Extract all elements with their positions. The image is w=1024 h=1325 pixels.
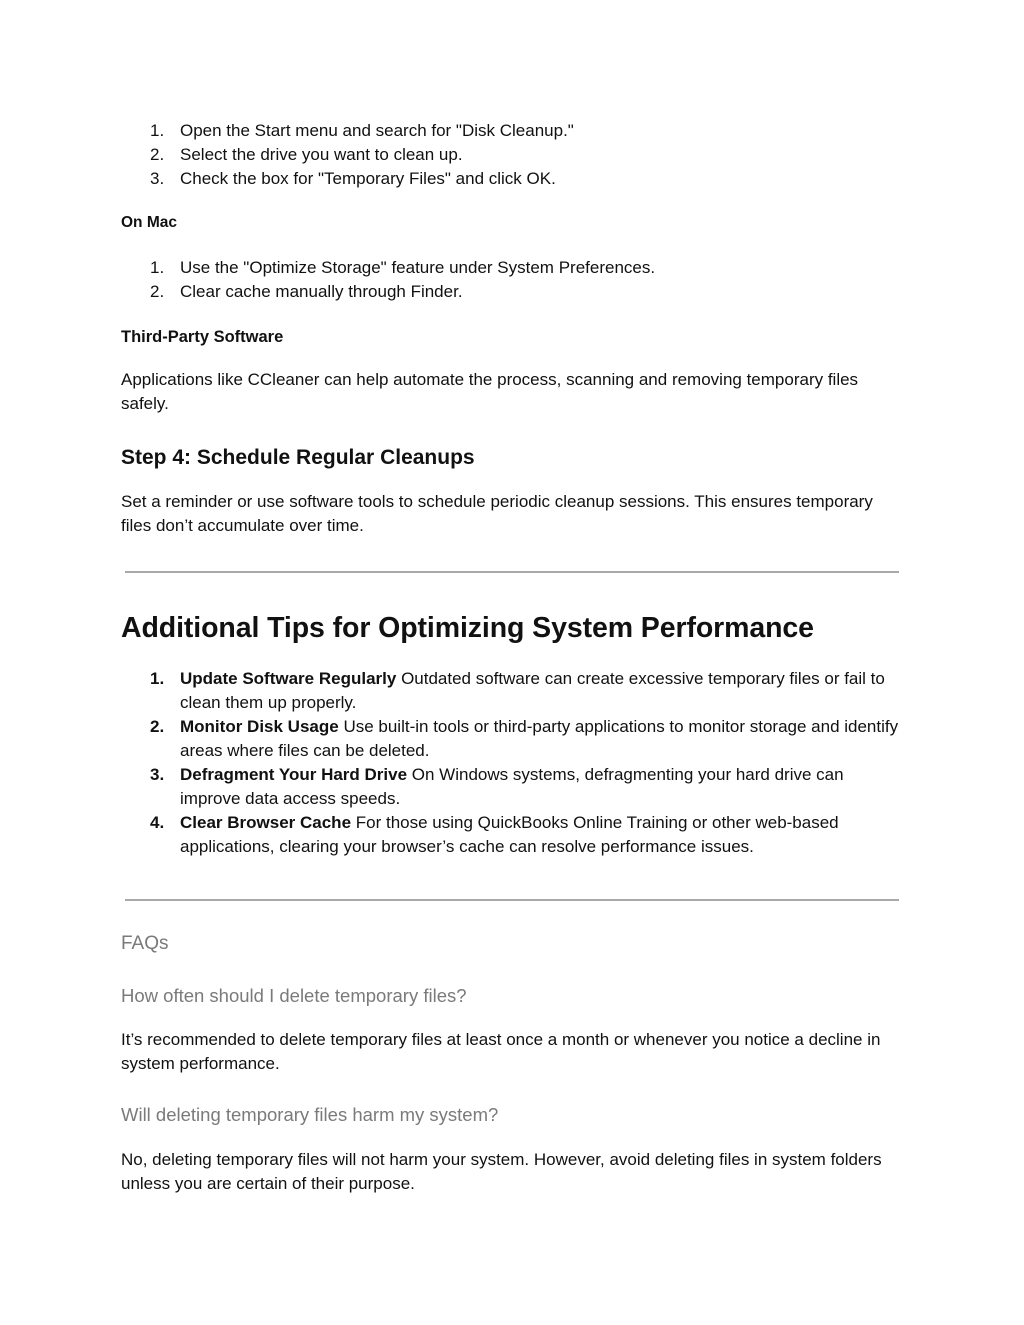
- faq-answer: No, deleting temporary files will not harm your system. However, avoid deleting files in system folders unless you are certain of their purpose.: [121, 1150, 882, 1193]
- list-item-text: Check the box for "Temporary Files" and click OK.: [180, 169, 556, 188]
- tip-title: Clear Browser Cache: [180, 813, 352, 832]
- list-item: [121, 811, 901, 859]
- list-item: [121, 119, 901, 143]
- tip-title: Defragment Your Hard Drive: [180, 765, 408, 784]
- list-item-text: Open the Start menu and search for "Disk Cleanup.": [180, 121, 574, 140]
- divider: [125, 571, 899, 573]
- list-number: 1.: [150, 258, 165, 277]
- tip-text: Use built-in tools or third-party applications to monitor storage and identify areas where files can be deleted.: [180, 717, 899, 760]
- tip-text: On Windows systems, defragmenting your hard drive can improve data access speeds.: [180, 765, 844, 808]
- faq-answer: It’s recommended to delete temporary files at least once a month or whenever you notice a decline in system performance.: [121, 1030, 881, 1073]
- mac-heading: On Mac: [121, 214, 177, 231]
- faq-question: Will deleting temporary files harm my system?: [121, 1104, 499, 1125]
- list-number: 2.: [150, 717, 165, 736]
- divider: [125, 899, 899, 901]
- tips-heading: Additional Tips for Optimizing System Performance: [121, 612, 814, 644]
- faqs-heading: FAQs: [121, 933, 169, 954]
- faq-question: How often should I delete temporary files?: [121, 985, 467, 1006]
- tip-text: For those using QuickBooks Online Training or other web-based applications, clearing your browser’s cache can resolve performance issues.: [180, 813, 839, 856]
- windows-steps-list: [121, 119, 901, 191]
- list-item-text: Use the "Optimize Storage" feature under System Preferences.: [180, 258, 656, 277]
- list-item-text: Select the drive you want to clean up.: [180, 145, 463, 164]
- list-number: 4.: [150, 813, 165, 832]
- tip-title: Monitor Disk Usage: [180, 717, 339, 736]
- tip-title: Update Software Regularly: [180, 669, 397, 688]
- tips-list: [121, 667, 901, 859]
- list-item: [121, 143, 901, 167]
- list-item: [121, 715, 901, 763]
- step4-paragraph: Set a reminder or use software tools to schedule periodic cleanup sessions. This ensures temporary files don’t accumulate over time.: [121, 492, 873, 535]
- list-item: [121, 256, 901, 280]
- list-number: 1.: [150, 121, 165, 140]
- mac-steps-list: [121, 256, 901, 304]
- list-number: 2.: [150, 145, 165, 164]
- list-number: 2.: [150, 282, 165, 301]
- list-number: 3.: [150, 765, 165, 784]
- third-party-paragraph: Applications like CCleaner can help automate the process, scanning and removing temporary files safely.: [121, 370, 859, 413]
- list-item: [121, 667, 901, 715]
- list-number: 1.: [150, 669, 165, 688]
- list-item-text: Clear cache manually through Finder.: [180, 282, 463, 301]
- list-item: [121, 763, 901, 811]
- tip-text: Outdated software can create excessive temporary files or fail to clean them up properly.: [180, 669, 885, 712]
- list-number: 3.: [150, 169, 165, 188]
- step4-heading: Step 4: Schedule Regular Cleanups: [121, 446, 475, 469]
- list-item: [121, 280, 901, 304]
- list-item: [121, 167, 901, 191]
- third-party-heading: Third-Party Software: [121, 328, 284, 346]
